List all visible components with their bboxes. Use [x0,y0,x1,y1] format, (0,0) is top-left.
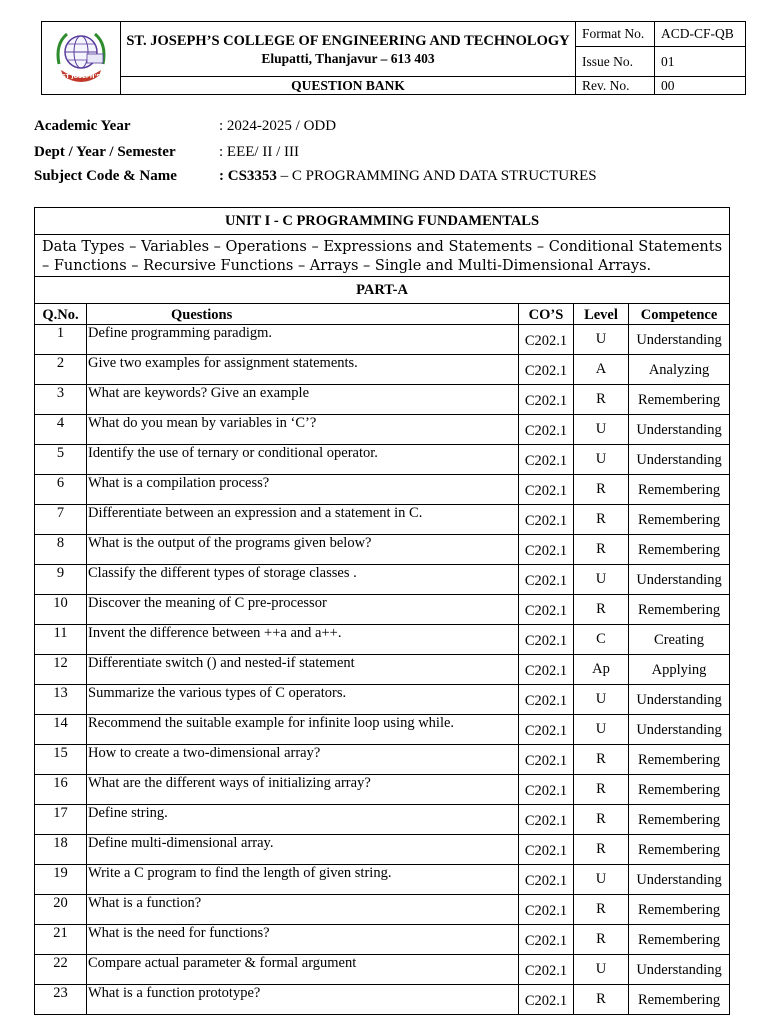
college-name: ST. JOSEPH’S COLLEGE OF ENGINEERING AND TECHNOLOGY [126,33,570,49]
question-table [34,207,730,1015]
table-row [35,895,730,925]
question-cell: Classify the different types of storage classes . [87,565,519,595]
table-row [35,745,730,775]
question-cell: Summarize the various types of C operators. [87,685,519,715]
co-cell: C202.1 [519,655,574,685]
qno-cell: 5 [35,445,87,475]
part-heading: PART-A [35,277,730,304]
table-row [35,625,730,655]
qno-cell: 12 [35,655,87,685]
level-cell: R [574,385,629,415]
competence-cell: Understanding [629,445,730,475]
qno-cell: 20 [35,895,87,925]
question-cell: Define programming paradigm. [87,325,519,355]
dept-label: Dept / Year / Semester [34,144,176,160]
table-row [35,925,730,955]
level-cell: A [574,355,629,385]
table-header-row [35,304,730,325]
co-cell: C202.1 [519,805,574,835]
qno-cell: 23 [35,985,87,1015]
co-cell: C202.1 [519,385,574,415]
competence-cell: Understanding [629,955,730,985]
qno-cell: 18 [35,835,87,865]
competence-cell: Understanding [629,325,730,355]
competence-cell: Understanding [629,865,730,895]
level-cell: U [574,445,629,475]
co-cell: C202.1 [519,895,574,925]
competence-cell: Understanding [629,685,730,715]
question-cell: What is a function prototype? [87,985,519,1015]
doc-title: QUESTION BANK [121,77,576,95]
college-address: Elupatti, Thanjavur – 613 403 [261,51,435,66]
qno-cell: 2 [35,355,87,385]
competence-cell: Remembering [629,985,730,1015]
academic-year-value: : 2024-2025 / ODD [219,118,337,134]
competence-cell: Analyzing [629,355,730,385]
question-cell: Differentiate switch () and nested-if statement [87,655,519,685]
competence-cell: Remembering [629,535,730,565]
col-question: Questions [87,304,519,325]
qno-cell: 14 [35,715,87,745]
table-row [35,775,730,805]
competence-cell: Remembering [629,925,730,955]
competence-cell: Remembering [629,475,730,505]
co-cell: C202.1 [519,325,574,355]
rev-no-label: Rev. No. [576,77,655,95]
table-row [35,985,730,1015]
question-cell: Define multi-dimensional array. [87,835,519,865]
format-no-label: Format No. [576,22,655,47]
level-cell: U [574,865,629,895]
question-cell: What is a function? [87,895,519,925]
table-row [35,685,730,715]
co-cell: C202.1 [519,565,574,595]
table-row [35,715,730,745]
table-row [35,865,730,895]
question-cell: Define string. [87,805,519,835]
table-row [35,805,730,835]
issue-no-value: 01 [655,47,746,77]
table-row [35,565,730,595]
question-cell: How to create a two-dimensional array? [87,745,519,775]
question-cell: What are the different ways of initializing array? [87,775,519,805]
level-cell: R [574,475,629,505]
college-info [121,22,576,77]
co-cell: C202.1 [519,685,574,715]
table-row [35,595,730,625]
competence-cell: Creating [629,625,730,655]
level-cell: R [574,895,629,925]
level-cell: R [574,925,629,955]
table-row [35,835,730,865]
competence-cell: Remembering [629,385,730,415]
unit-topics: Data Types – Variables – Operations – Expressions and Statements – Conditional Statements – Functions – Recursive Functions – Arrays – Single and Multi-Dimensional Arrays. [35,235,730,277]
question-cell: Discover the meaning of C pre-processor [87,595,519,625]
qno-cell: 8 [35,535,87,565]
qno-cell: 3 [35,385,87,415]
co-cell: C202.1 [519,865,574,895]
co-cell: C202.1 [519,955,574,985]
question-rows [35,325,730,1015]
qno-cell: 17 [35,805,87,835]
co-cell: C202.1 [519,625,574,655]
qno-cell: 9 [35,565,87,595]
competence-cell: Remembering [629,745,730,775]
subject-value [219,167,597,185]
co-cell: C202.1 [519,355,574,385]
question-cell: What is a compilation process? [87,475,519,505]
table-row [35,325,730,355]
level-cell: U [574,715,629,745]
question-cell: Identify the use of ternary or conditional operator. [87,445,519,475]
qno-cell: 21 [35,925,87,955]
level-cell: R [574,595,629,625]
co-cell: C202.1 [519,835,574,865]
level-cell: U [574,685,629,715]
co-cell: C202.1 [519,745,574,775]
table-row [35,955,730,985]
question-cell: Differentiate between an expression and a statement in C. [87,505,519,535]
question-cell: Write a C program to find the length of given string. [87,865,519,895]
col-competence: Competence [629,304,730,325]
qno-cell: 22 [35,955,87,985]
question-cell: Compare actual parameter & formal argument [87,955,519,985]
table-row [35,445,730,475]
competence-cell: Understanding [629,715,730,745]
unit-title: UNIT I - C PROGRAMMING FUNDAMENTALS [35,208,730,235]
level-cell: R [574,985,629,1015]
qno-cell: 15 [35,745,87,775]
level-cell: U [574,955,629,985]
competence-cell: Remembering [629,895,730,925]
co-cell: C202.1 [519,415,574,445]
qno-cell: 19 [35,865,87,895]
qno-cell: 11 [35,625,87,655]
table-row [35,505,730,535]
competence-cell: Applying [629,655,730,685]
table-row [35,535,730,565]
co-cell: C202.1 [519,925,574,955]
level-cell: R [574,805,629,835]
level-cell: U [574,565,629,595]
table-row [35,415,730,445]
qno-cell: 13 [35,685,87,715]
qno-cell: 4 [35,415,87,445]
competence-cell: Remembering [629,505,730,535]
level-cell: R [574,745,629,775]
co-cell: C202.1 [519,775,574,805]
table-row [35,655,730,685]
question-cell: Invent the difference between ++a and a++. [87,625,519,655]
co-cell: C202.1 [519,535,574,565]
competence-cell: Understanding [629,415,730,445]
col-co: CO’S [519,304,574,325]
level-cell: Ap [574,655,629,685]
question-cell: Recommend the suitable example for infinite loop using while. [87,715,519,745]
college-logo-cell [42,22,121,95]
qno-cell: 10 [35,595,87,625]
competence-cell: Understanding [629,565,730,595]
level-cell: U [574,415,629,445]
qno-cell: 6 [35,475,87,505]
co-cell: C202.1 [519,595,574,625]
subject-code: : CS3353 [219,168,277,184]
academic-year-label: Academic Year [34,118,131,134]
dept-value: : EEE/ II / III [219,144,299,160]
co-cell: C202.1 [519,445,574,475]
rev-no-value: 00 [655,77,746,95]
col-level: Level [574,304,629,325]
table-row [35,385,730,415]
logo-banner-text: ST JOSEPH'S [61,74,101,80]
co-cell: C202.1 [519,475,574,505]
competence-cell: Remembering [629,805,730,835]
subject-name: – C PROGRAMMING AND DATA STRUCTURES [276,168,597,184]
competence-cell: Remembering [629,775,730,805]
subject-label: Subject Code & Name [34,168,177,184]
question-cell: What is the need for functions? [87,925,519,955]
level-cell: R [574,535,629,565]
qno-cell: 1 [35,325,87,355]
co-cell: C202.1 [519,505,574,535]
co-cell: C202.1 [519,985,574,1015]
question-cell: What do you mean by variables in ‘C’? [87,415,519,445]
level-cell: U [574,325,629,355]
level-cell: R [574,505,629,535]
level-cell: R [574,835,629,865]
level-cell: R [574,775,629,805]
co-cell: C202.1 [519,715,574,745]
table-row [35,475,730,505]
document-header [41,21,746,95]
question-cell: What is the output of the programs given below? [87,535,519,565]
college-logo [49,24,113,88]
question-cell: Give two examples for assignment statements. [87,355,519,385]
qno-cell: 7 [35,505,87,535]
competence-cell: Remembering [629,595,730,625]
issue-no-label: Issue No. [576,47,655,77]
competence-cell: Remembering [629,835,730,865]
level-cell: C [574,625,629,655]
col-qno: Q.No. [35,304,87,325]
qno-cell: 16 [35,775,87,805]
table-row [35,355,730,385]
format-no-value: ACD-CF-QB [655,22,746,47]
question-cell: What are keywords? Give an example [87,385,519,415]
